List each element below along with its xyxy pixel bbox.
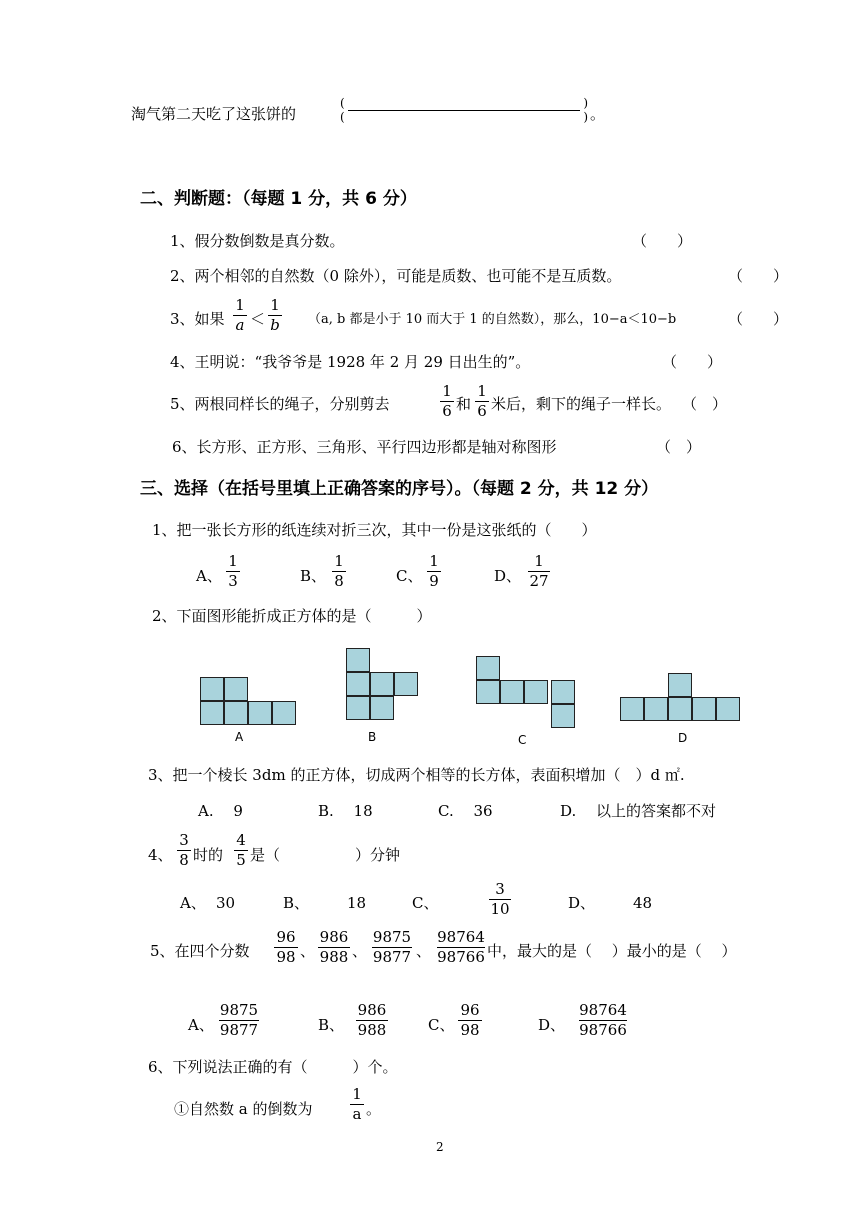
q4-option-d-label: D、 [568, 894, 596, 912]
judge-item-3-note: （a, b 都是小于 10 而大于 1 的自然数），那么，10−a＜10−b [308, 312, 677, 327]
q5-option-c-label: C、 [428, 1016, 455, 1034]
q6-sub-post: 。 [366, 1100, 382, 1118]
q5-option-c-fraction: 96 98 [458, 1002, 482, 1039]
judge-item-2: 2、两个相邻的自然数（0 除外），可能是质数、也可能不是互质数。 [170, 267, 622, 285]
less-than-symbol: ＜ [250, 310, 266, 328]
top-text: 淘气第二天吃了这张饼的 [131, 105, 297, 123]
q5-post: 中，最大的是（ ）最小的是（ ） [487, 942, 737, 960]
q4-fraction-4-5: 4 5 [234, 832, 248, 869]
q4-option-a-label: A、 [180, 894, 206, 912]
q1-text: 1、把一张长方形的纸连续对折三次，其中一份是这张纸的（ ） [152, 521, 597, 539]
q5-fraction-1: 96 98 [274, 929, 298, 966]
q6-text: 6、下列说法正确的有（ ）个。 [148, 1058, 398, 1076]
cube-net-d-label: D [678, 731, 688, 745]
top-line [131, 104, 296, 124]
judge-paren-3: （ ） [728, 310, 789, 328]
q5-pre: 5、在四个分数 [150, 942, 250, 960]
q4-option-a-value: 30 [216, 894, 236, 912]
q1-option-c-label: C、 [396, 567, 423, 585]
q6-sub-pre: ①自然数 a 的倒数为 [174, 1100, 313, 1118]
q1-option-b-label: B、 [300, 567, 327, 585]
q1-option-b-fraction: 1 8 [332, 553, 346, 590]
cube-net-c-label: C [518, 733, 527, 747]
judge-paren-1: （ ） [632, 232, 693, 250]
q4-option-b-label: B、 [283, 894, 310, 912]
section3-title: 三、选择（在括号里填上正确答案的序号）。（每题 2 分，共 12 分） [140, 479, 659, 499]
page-number: 2 [436, 1140, 444, 1154]
q5-option-d-fraction: 98764 98766 [579, 1001, 627, 1039]
judge-item-5-post: 米后，剩下的绳子一样长。 [491, 395, 672, 413]
fraction-1-over-b: 1 b [268, 297, 282, 334]
q5-fraction-3: 9875 9877 [372, 928, 412, 966]
q5-option-d-label: D、 [538, 1016, 566, 1034]
q5-fraction-4: 98764 98766 [437, 928, 485, 966]
cube-net-a-label: A [235, 730, 244, 744]
q6-sub-fraction: 1 a [350, 1086, 364, 1123]
judge-paren-4: （ ） [662, 353, 723, 371]
q1-option-a-label: A、 [196, 567, 222, 585]
q2-text: 2、下面图形能折成正方体的是（ ） [152, 607, 432, 625]
judge-paren-5: （ ） [682, 395, 728, 413]
judge-item-1: 1、假分数倒数是真分数。 [170, 232, 345, 250]
q1-option-a-fraction: 1 3 [226, 553, 240, 590]
fraction-1-over-6-a: 1 6 [440, 383, 454, 420]
q5-option-a-label: A、 [188, 1016, 214, 1034]
q5-fraction-2: 986 988 [319, 928, 349, 966]
q1-option-d-fraction: 1 27 [529, 552, 549, 590]
q4-pre: 4、 [148, 846, 173, 864]
q5-option-a-fraction: 9875 9877 [219, 1001, 259, 1039]
judge-paren-6: （ ） [656, 438, 702, 456]
q1-option-c-fraction: 1 9 [427, 553, 441, 590]
q4-post: 是（ ）分钟 [250, 846, 401, 864]
q4-option-d-value: 48 [633, 894, 653, 912]
section2-title: 二、判断题：（每题 1 分，共 6 分） [140, 189, 417, 209]
judge-item-5-mid: 和 [456, 395, 472, 413]
judge-paren-2: （ ） [728, 267, 789, 285]
q5-option-b-fraction: 986 988 [357, 1001, 387, 1039]
q5-option-b-label: B、 [318, 1016, 345, 1034]
judge-item-4: 4、王明说：“我爷爷是 1928 年 2 月 29 日出生的”。 [170, 353, 531, 371]
judge-item-3-pre: 3、如果 [170, 310, 225, 328]
answer-blank: ( ) ( ) [340, 96, 588, 124]
q4-fraction-3-8: 3 8 [177, 832, 191, 869]
judge-item-6: 6、长方形、正方形、三角形、平行四边形都是轴对称图形 [172, 438, 557, 456]
judge-item-5-pre: 5、两根同样长的绳子，分别剪去 [170, 395, 390, 413]
q3-text: 3、把一个棱长 3dm 的正方体，切成两个相等的长方体，表面积增加（ ）d ㎡. [148, 766, 685, 784]
q3-option-b: B. 18 [318, 802, 373, 820]
q4-option-c-label: C、 [412, 894, 439, 912]
q4-option-c-fraction: 3 10 [490, 880, 510, 918]
q5-sep-3: 、 [416, 942, 432, 960]
q3-option-a: A. 9 [198, 802, 243, 820]
q3-option-d: D. 以上的答案都不对 [560, 802, 717, 820]
fraction-1-over-6-b: 1 6 [475, 383, 489, 420]
q5-sep-2: 、 [352, 942, 368, 960]
cube-net-b-label: B [368, 730, 377, 744]
q5-sep-1: 、 [300, 942, 316, 960]
top-end: 。 [590, 105, 606, 123]
q4-mid: 时的 [193, 846, 224, 864]
q4-option-b-value: 18 [347, 894, 367, 912]
fraction-1-over-a: 1 a [233, 297, 247, 334]
q1-option-d-label: D、 [494, 567, 522, 585]
q3-option-c: C. 36 [438, 802, 493, 820]
